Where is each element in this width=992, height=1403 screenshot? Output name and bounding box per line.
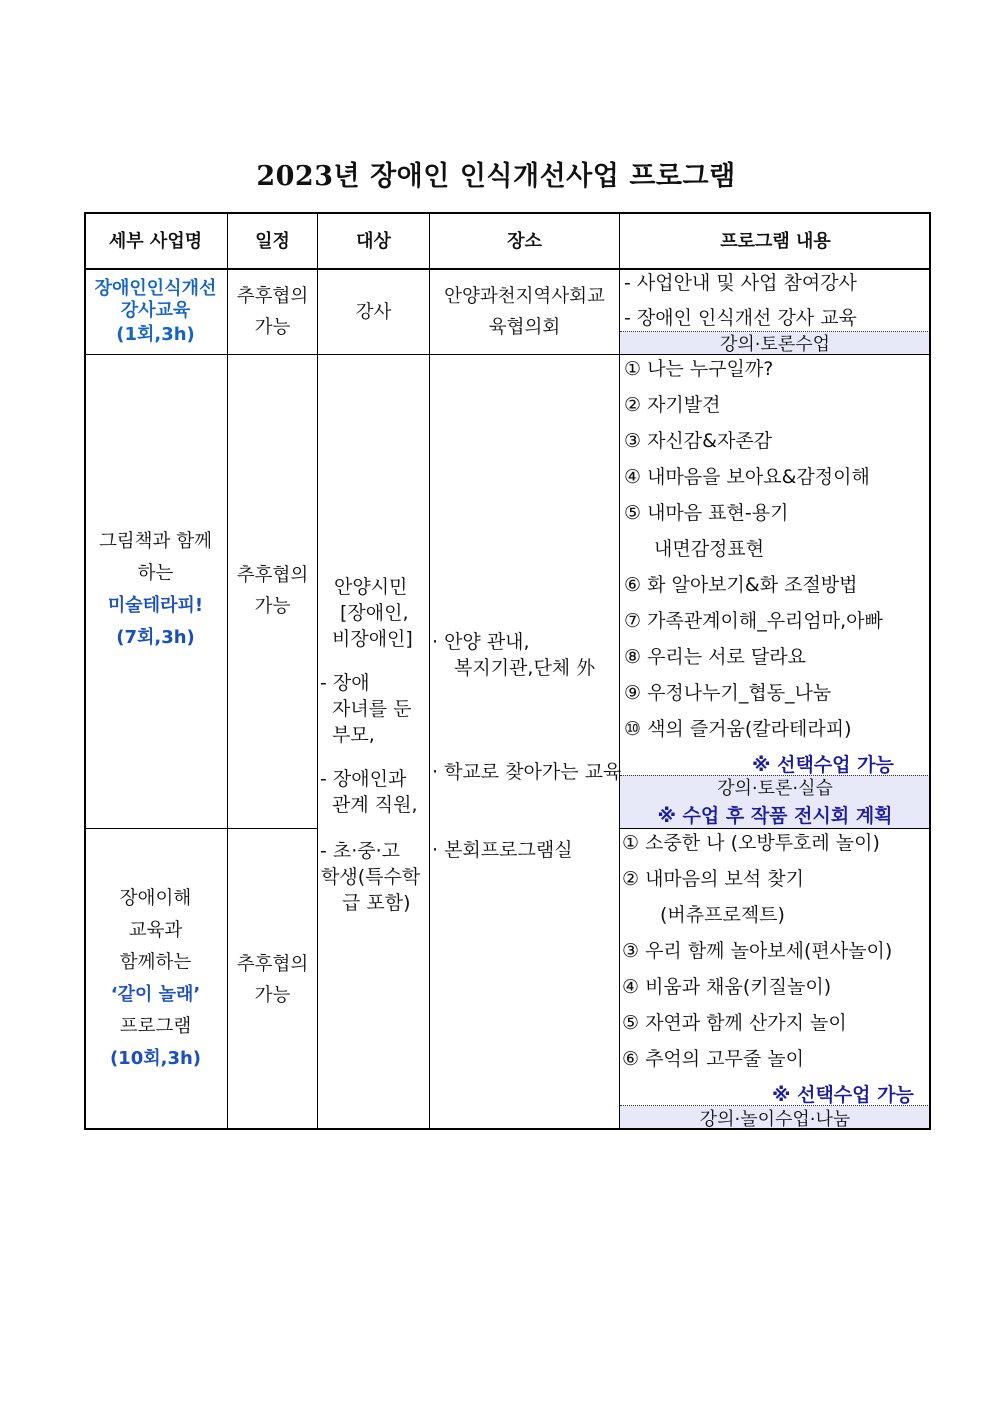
row2-schedule: 추후협의 가능 (236, 565, 309, 617)
row2-content-item: ⑩ 색의 즐거움(칼라테라피) (624, 718, 852, 740)
target-line: - 장애인과 (320, 768, 407, 790)
row1-target: 강사 (355, 301, 392, 323)
row1-schedule: 추후협의 가능 (236, 286, 309, 338)
place-line: · 안양 관내, (432, 631, 530, 653)
title-year: 2023년 (256, 161, 361, 192)
target-line: 관계 직원, (332, 794, 418, 816)
target-line: 학생(특수학 (321, 866, 421, 888)
row3-elective-note: ※ 선택수업 가능 (772, 1084, 914, 1106)
row2-content-item: ④ 내마음을 보아요&감정이해 (624, 466, 870, 488)
row3-content-item: ⑥ 추억의 고무줄 놀이 (622, 1048, 804, 1070)
row3-content-item: ③ 우리 함께 놀아보세(편사놀이) (622, 940, 893, 962)
place-line: · 본회프로그램실 (432, 839, 573, 861)
place-line: · 학교로 찾아가는 교육 (432, 761, 622, 783)
row2-content-item: ⑧ 우리는 서로 달라요 (624, 646, 806, 668)
row2-content-item: ① 나는 누구일까? (624, 358, 774, 380)
target-line: - 장애 (320, 672, 370, 694)
row3-method: 강의·놀이수업·나눔 (699, 1108, 851, 1130)
place-line: 복지기관,단체 外 (454, 657, 596, 679)
header-content: 프로그램 내용 (720, 231, 831, 252)
target-line: 부모, (332, 724, 375, 746)
title-word-3: 프로그램 (629, 161, 736, 192)
page-title (0, 154, 992, 193)
row2-content-item: ⑨ 우정나누기_협동_나눔 (624, 682, 832, 704)
row2-elective-note: ※ 선택수업 가능 (752, 754, 894, 776)
header-schedule: 일정 (255, 231, 290, 252)
row2-content-item: 내면감정표현 (654, 538, 765, 560)
row3-content-item: ⑤ 자연과 함께 산가지 놀이 (622, 1012, 847, 1034)
target-line: 급 포함) (342, 892, 411, 914)
row2-program-name: 그림책과 함께 하는 미술테라피! (7회,3h) (98, 531, 213, 648)
row1-program-name: 장애인인식개선 강사교육 (1회,3h) (94, 278, 217, 345)
header-name: 세부 사업명 (108, 231, 203, 252)
row2-exhibit-note: ※ 수업 후 작품 전시회 계획 (657, 804, 893, 827)
row2-content-item: ⑤ 내마음 표현-용기 (624, 502, 789, 524)
title-word-2: 인식개선사업 (459, 161, 620, 192)
row1-content-item: - 장애인 인식개선 강사 교육 (624, 307, 857, 329)
row3-content-item: (버츄프로젝트) (660, 904, 785, 926)
row2-content-item: ⑥ 화 알아보기&화 조절방법 (624, 574, 858, 596)
row2-method: 강의·토론·실습 (717, 778, 833, 799)
row1-content-item: - 사업안내 및 사업 참여강사 (624, 272, 857, 294)
row1-place: 안양과천지역사회교 육협의회 (444, 286, 605, 338)
row1-method: 강의·토론수업 (719, 333, 831, 355)
row3-schedule: 추후협의 가능 (236, 954, 309, 1006)
title-word-1: 장애인 (370, 161, 450, 192)
program-table (84, 212, 931, 1130)
target-line: 비장애인] (332, 628, 413, 650)
target-line: - 초·중·고 (320, 840, 401, 862)
row3-content-item: ④ 비움과 채움(키질놀이) (622, 976, 832, 998)
target-line: 안양시민 (334, 576, 408, 598)
header-target: 대상 (356, 231, 391, 252)
row2-content-item: ③ 자신감&자존감 (624, 430, 773, 452)
row3-content-item: ① 소중한 나 (오방투호레 놀이) (622, 832, 880, 854)
header-place: 장소 (507, 231, 542, 252)
row3-program-name: 장애이해 교육과 함께하는 ‘같이 놀래’ 프로그램 (10회,3h) (109, 888, 202, 1069)
target-line: 자녀를 둔 (332, 698, 412, 720)
row2-content-item: ② 자기발견 (624, 394, 721, 416)
row3-content-item: ② 내마음의 보석 찾기 (622, 868, 804, 890)
row2-content-item: ⑦ 가족관계이해_우리엄마,아빠 (624, 610, 883, 632)
target-line: [장애인, (340, 602, 409, 624)
